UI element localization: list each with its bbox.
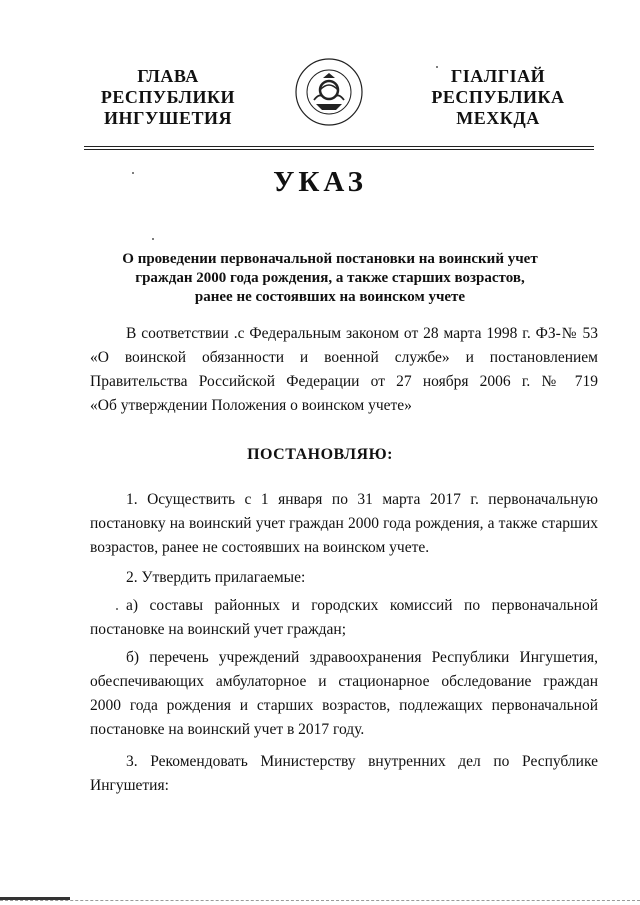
decree-word: ПОСТАНОВЛЯЮ: xyxy=(247,446,393,463)
scan-speck xyxy=(152,238,154,240)
preamble-paragraph xyxy=(90,322,598,418)
document-title: УКАЗ xyxy=(273,166,367,198)
item-2b-line-3: 2000 года рождения и старших возрастов, подлежащих первоначальной xyxy=(90,697,598,714)
header-left-line-3: ИНГУШЕТИЯ xyxy=(104,108,232,128)
item-2b-paragraph xyxy=(90,646,598,742)
item-3-paragraph xyxy=(90,750,598,798)
subject-line-3: ранее не состоявших на воинском учете xyxy=(194,289,466,305)
item-2-paragraph xyxy=(90,566,598,590)
item-1-line-2: постановку на воинский учет граждан 2000 года рождения, а также старших xyxy=(90,515,598,532)
item-2b-line-2: обеспечивающих амбулаторное и стационарное обследование граждан xyxy=(90,673,598,690)
header-right-block xyxy=(398,66,598,129)
item-3-line-2: Ингушетия: xyxy=(90,777,169,794)
item-1-line-1: 1. Осуществить с 1 января по 31 марта 2017 г. первоначальную xyxy=(126,491,598,508)
scan-bottom-edge xyxy=(0,900,640,901)
scan-speck xyxy=(116,608,118,610)
republic-emblem-icon xyxy=(290,56,368,128)
header-right-line-1: ГIАЛГIАЙ xyxy=(450,66,546,86)
decree-subject xyxy=(100,250,560,307)
item-1-line-3: возрастов, ранее не состоявших на воинском учете. xyxy=(90,539,430,556)
header-left-block xyxy=(68,66,268,129)
preamble-line-1: В соответствии .с Федеральным законом от 28 марта 1998 г. ФЗ-№ 53 xyxy=(126,325,598,342)
scan-speck xyxy=(132,172,134,174)
subject-line-1: О проведении первоначальной постановки на воинский учет xyxy=(122,251,538,267)
scan-speck xyxy=(436,66,438,68)
item-3-line-1: 3. Рекомендовать Министерству внутренних дел по Республике xyxy=(126,753,598,770)
header-divider-bottom xyxy=(84,149,594,150)
scan-bottom-mark xyxy=(0,897,70,900)
header-left-line-1: ГЛАВА xyxy=(137,66,199,86)
item-1-paragraph xyxy=(90,488,598,560)
item-2a-line-2: постановке на воинский учет граждан; xyxy=(90,621,347,638)
subject-line-2: граждан 2000 года рождения, а также старших возрастов, xyxy=(135,270,525,286)
preamble-line-2: «О воинской обязанности и военной службе» и постановлением xyxy=(90,349,598,366)
header-right-line-3: МЕХКДА xyxy=(456,108,540,128)
header-divider-top xyxy=(84,146,594,147)
item-2b-line-4: постановке на воинский учет в 2017 году. xyxy=(90,721,365,738)
item-2b-line-1: б) перечень учреждений здравоохранения Республики Ингушетия, xyxy=(126,649,598,666)
preamble-line-3: Правительства Российской Федерации от 27 ноября 2006 г. № 719 xyxy=(90,373,598,390)
item-2-line-1: 2. Утвердить прилагаемые: xyxy=(126,569,306,586)
header-left-line-2: РЕСПУБЛИКИ xyxy=(100,87,236,107)
item-2a-paragraph xyxy=(90,594,598,642)
header-right-line-2: РЕСПУБЛИКА xyxy=(431,87,565,107)
item-2a-line-1: а) составы районных и городских комиссий по первоначальной xyxy=(126,597,598,614)
preamble-line-4: «Об утверждении Положения о воинском учете» xyxy=(90,397,412,414)
